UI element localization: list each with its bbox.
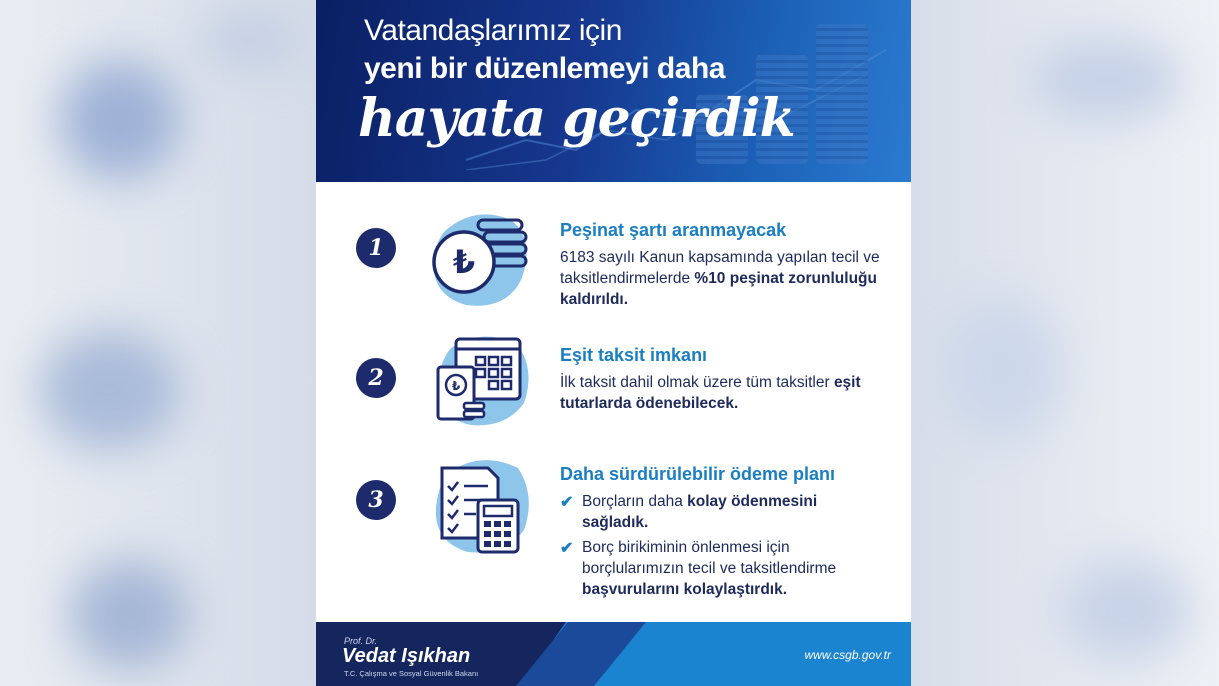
website-link[interactable]: www.csgb.gov.tr bbox=[804, 648, 891, 662]
item-number-badge: 3 bbox=[356, 480, 396, 520]
item-3-text bbox=[560, 464, 880, 604]
signature-title-prefix: Prof. Dr. bbox=[344, 636, 378, 646]
checkmark-icon: ✔ bbox=[560, 494, 574, 511]
infographic-poster bbox=[316, 0, 911, 686]
lira-coins-icon bbox=[426, 210, 536, 310]
signature-name: Vedat Işıkhan bbox=[342, 645, 471, 667]
item-title: Peşinat şartı aranmayacak bbox=[560, 220, 787, 240]
item-1-text bbox=[560, 220, 880, 310]
list-item bbox=[560, 491, 880, 533]
hero-heading-line2: yeni bir düzenlemeyi daha bbox=[364, 52, 725, 85]
blurred-background-left bbox=[0, 0, 316, 686]
item-body-emphasis: eşit tutarlarda ödenebilecek. bbox=[560, 374, 861, 412]
bullet-list bbox=[560, 491, 880, 600]
item-2-text bbox=[560, 345, 880, 414]
item-title: Eşit taksit imkanı bbox=[560, 345, 708, 365]
blurred-background-right bbox=[911, 0, 1219, 686]
item-body-text: İlk taksit dahil olmak üzere tüm taksitler bbox=[560, 374, 834, 391]
coin-stack-icon bbox=[816, 24, 868, 164]
item-body-text: 6183 sayılı Kanun kapsamında yapılan tecil ve taksitlendirmelerde bbox=[560, 249, 880, 287]
bullet-emphasis: başvurularını kolaylaştırdık. bbox=[582, 581, 788, 598]
bullet-emphasis: kolay ödenmesini sağladık. bbox=[582, 493, 818, 531]
svg-text:₺: ₺ bbox=[452, 243, 476, 281]
item-body bbox=[560, 247, 880, 310]
item-body bbox=[560, 372, 880, 414]
checkmark-icon: ✔ bbox=[560, 540, 574, 557]
svg-text:₺: ₺ bbox=[451, 379, 461, 393]
list-item bbox=[560, 537, 880, 600]
item-number-badge: 1 bbox=[356, 228, 396, 268]
calendar-payment-icon bbox=[426, 333, 536, 433]
bullet-text: Borçların daha bbox=[582, 493, 688, 510]
hero-heading-line1: Vatandaşlarımız için bbox=[364, 14, 622, 47]
hero-banner bbox=[316, 0, 911, 182]
item-body-emphasis: %10 peşinat zorunluluğu kaldırıldı. bbox=[560, 270, 877, 308]
item-title: Daha sürdürülebilir ödeme planı bbox=[560, 464, 836, 484]
hero-heading-script: hayata geçirdik bbox=[358, 88, 795, 149]
bullet-text: Borç birikiminin önlenmesi için borçlularımızın tecil ve taksitlendirme bbox=[582, 539, 837, 577]
signature-role: T.C. Çalışma ve Sosyal Güvenlik Bakanı bbox=[344, 669, 479, 678]
item-number-badge: 2 bbox=[356, 358, 396, 398]
checklist-calculator-icon bbox=[426, 458, 536, 558]
footer bbox=[316, 622, 911, 686]
